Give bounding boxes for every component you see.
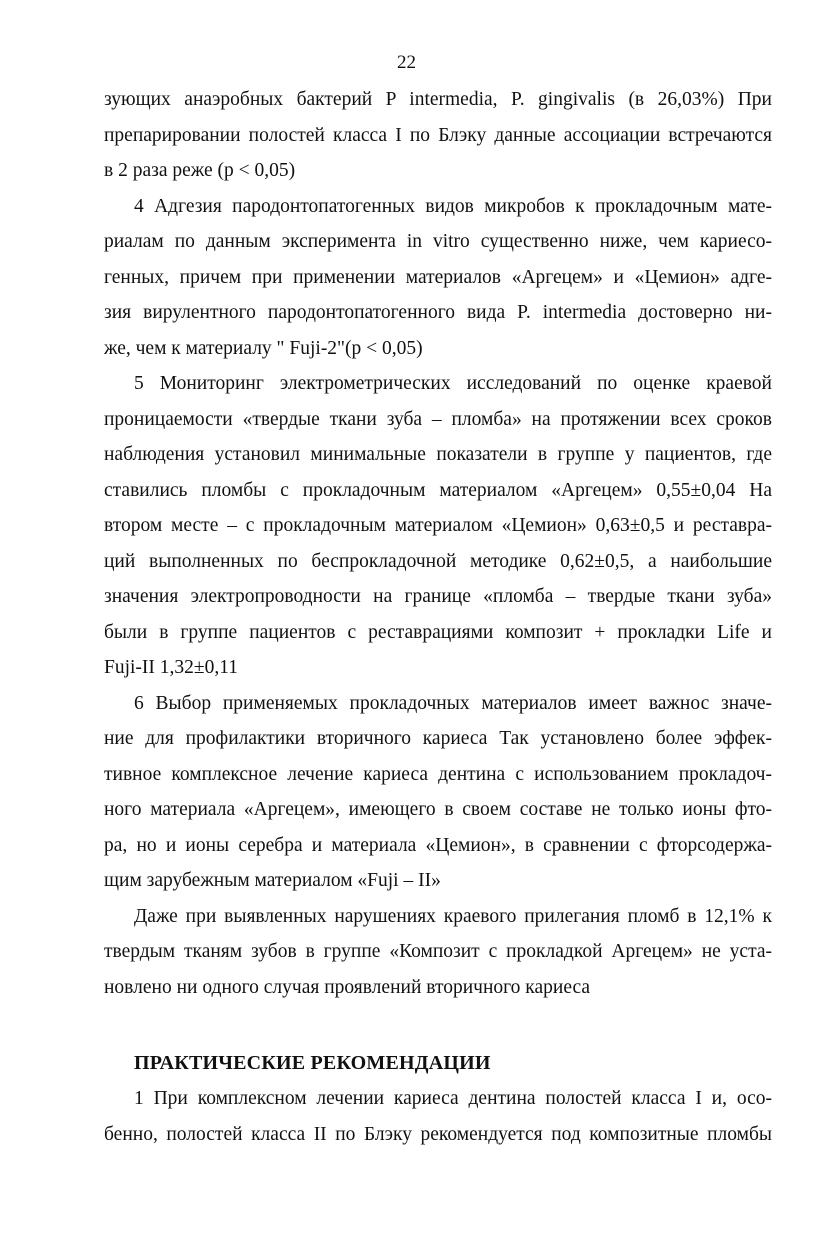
page-number: 22 <box>397 52 416 73</box>
text-line: Даже при выявленных нарушениях краевого прилегания пломб в 12,1% к <box>134 905 772 927</box>
text-line: 4 Адгезия пародонтопатогенных видов микробов к прокладочным мате- <box>134 195 772 217</box>
text-line: значения электропроводности на границе «пломба – твердые ткани зуба» <box>104 586 772 607</box>
text-line: твердым тканям зубов в группе «Композит с прокладкой Аргецем» не уста- <box>104 941 772 962</box>
paragraph-conclusion-3-continued <box>104 82 772 189</box>
text-line: ра, но и ионы серебра и материала «Цемион», в сравнении с фторсодержа- <box>104 834 772 856</box>
text-line: 1 При комплексном лечении кариеса дентина полостей класса I и, осо- <box>134 1088 772 1109</box>
paragraph-recommendation-1 <box>104 1081 772 1152</box>
text-line: же, чем к материалу " Fuji-2"(р < 0,05) <box>104 337 423 359</box>
text-line: ного материала «Аргецем», имеющего в своем составе не только ионы фто- <box>104 799 772 820</box>
text-line: втором месте – с прокладочным материалом «Цемион» 0,63±0,5 и реставра- <box>104 515 772 536</box>
paragraph-conclusion-6 <box>104 686 772 899</box>
text-line: ставились пломбы с прокладочным материалом «Аргецем» 0,55±0,04 На <box>104 479 772 501</box>
text-line: 6 Выбор применяемых прокладочных материалов имеет важнос значе- <box>134 692 772 714</box>
text-line: проницаемости «твердые ткани зуба – пломба» на протяжении всех сроков <box>104 408 772 430</box>
text-line: бенно, полостей класса II по Блэку рекомендуется под композитные пломбы <box>104 1123 772 1145</box>
text-line: тивное комплексное лечение кариеса дентина с использованием прокладоч- <box>104 763 772 785</box>
text-line: в 2 раза реже (р < 0,05) <box>104 160 296 181</box>
text-line: риалам по данным эксперимента in vitro существенно ниже, чем кариесо- <box>104 231 772 252</box>
text-line: наблюдения установил минимальные показатели в группе у пациентов, где <box>104 444 772 465</box>
text-line: Fuji-II 1,32±0,11 <box>104 657 239 678</box>
paragraph-conclusion-4 <box>104 189 772 367</box>
text-line: зия вирулентного пародонтопатогенного вида P. intermedia достоверно ни- <box>104 302 772 323</box>
document-body <box>104 82 772 1152</box>
text-line: генных, причем при применении материалов «Аргецем» и «Цемион» адге- <box>104 266 772 288</box>
text-line: щим зарубежным материалом «Fuji – II» <box>104 870 441 891</box>
text-line: были в группе пациентов с реставрациями композит + прокладки Life и <box>104 621 772 643</box>
text-line: зующих анаэробных бактерий P intermedia, P. gingivalis (в 26,03%) При <box>104 89 772 110</box>
paragraph-conclusion-5 <box>104 366 772 686</box>
text-line: 5 Мониторинг электрометрических исследований по оценке краевой <box>134 373 772 394</box>
text-line: ние для профилактики вторичного кариеса Так установлено более эффек- <box>104 728 772 749</box>
section-heading: ПРАКТИЧЕСКИЕ РЕКОМЕНДАЦИИ <box>134 1052 491 1074</box>
text-line: ций выполненных по беспрокладочной методике 0,62±0,5, а наибольшие <box>104 550 772 572</box>
paragraph-secondary-caries <box>104 899 772 1006</box>
text-line: новлено ни одного случая проявлений вторичного кариеса <box>104 976 591 998</box>
text-line: препарировании полостей класса I по Блэку данные ассоциации встречаются <box>104 124 772 146</box>
